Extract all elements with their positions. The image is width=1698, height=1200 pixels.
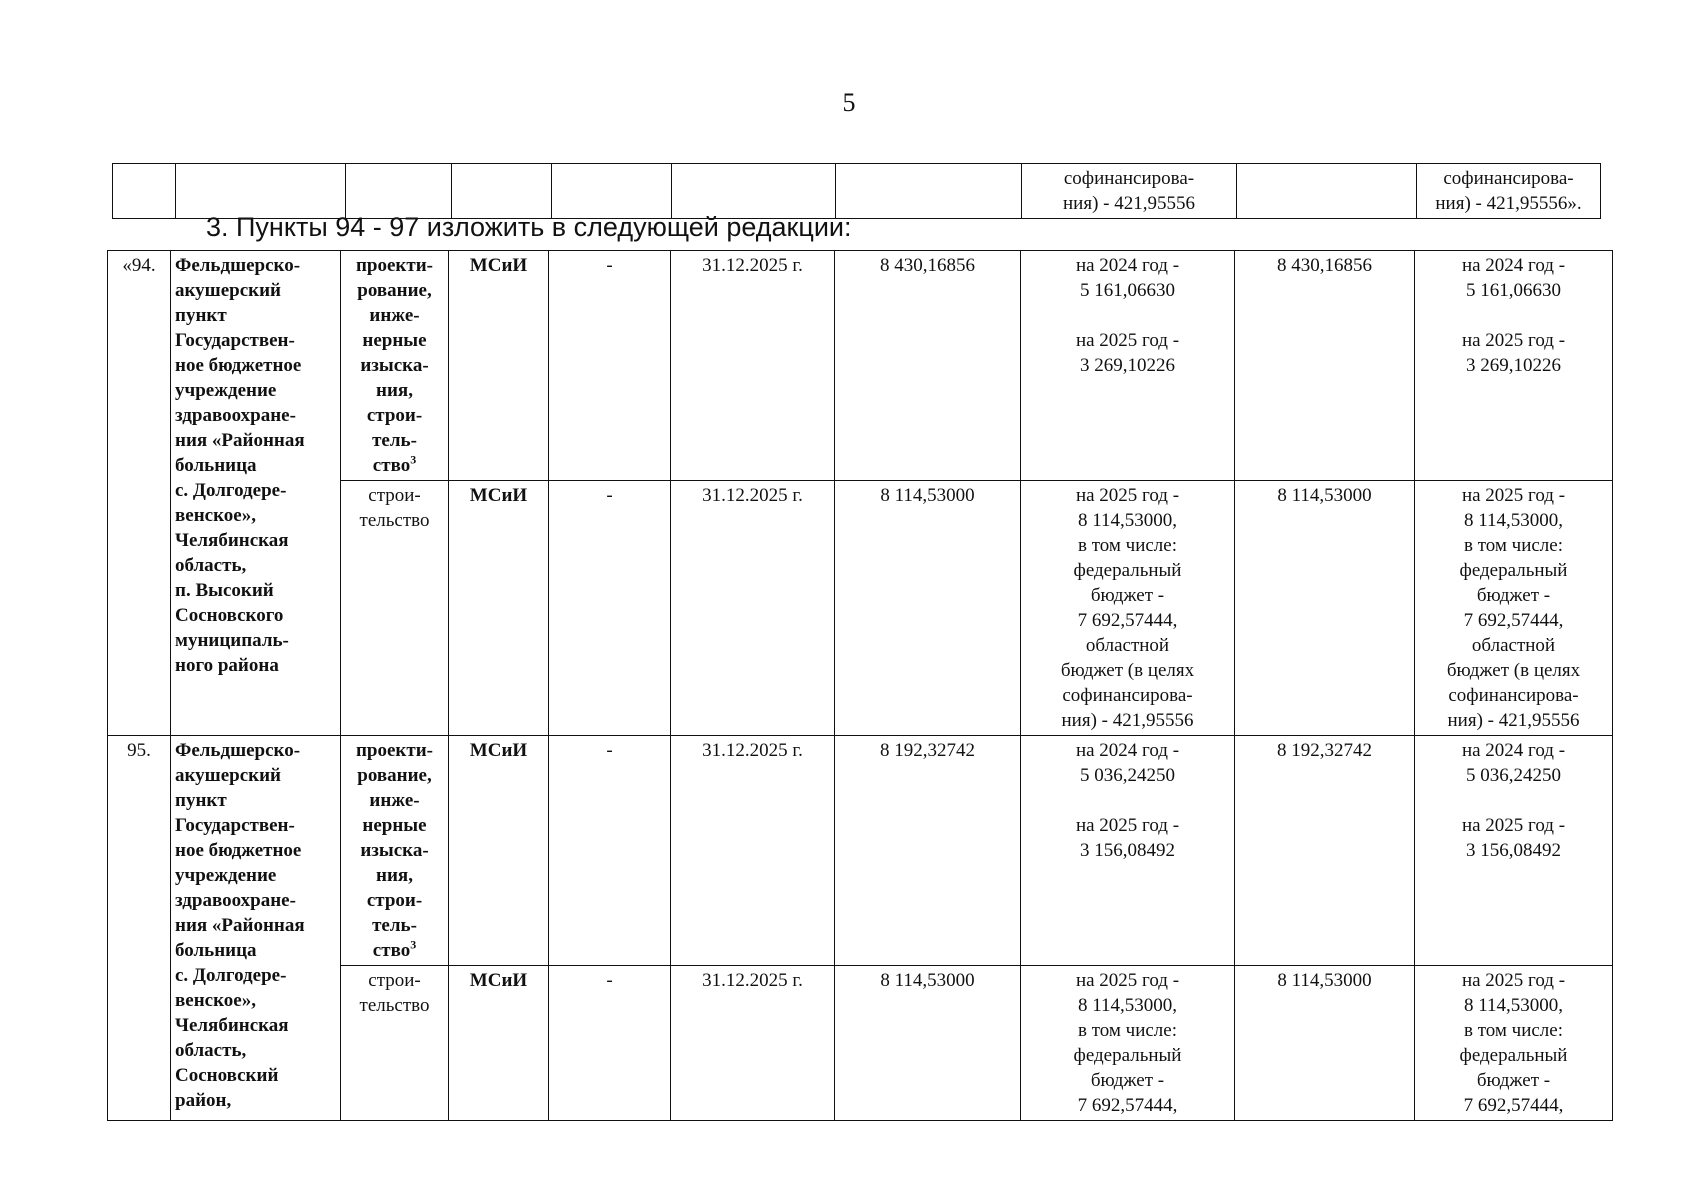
- cost-value: 8 114,53000: [835, 966, 1021, 1121]
- financing-breakdown: на 2025 год - 8 114,53000, в том числе: федеральный бюджет - 7 692,57444, областной бюджет (в целях софинансирова- ния) - 421,95556: [1021, 481, 1235, 736]
- object-name: Фельдшерско- акушерский пункт Государствен- ное бюджетное учреждение здравоохране- ния «Районная больница с. Долгодере- венское», Челябинская область, Сосновский район,: [171, 736, 341, 1121]
- dash-cell: -: [549, 481, 671, 736]
- work-type: строи- тельство: [341, 966, 449, 1121]
- table-cell: [552, 164, 672, 219]
- financing-breakdown: на 2024 год - 5 036,24250 на 2025 год - 3 156,08492: [1021, 736, 1235, 966]
- table-continuation: [112, 163, 1601, 219]
- cost-value: 8 192,32742: [1235, 736, 1415, 966]
- financing-breakdown: на 2025 год - 8 114,53000, в том числе: федеральный бюджет - 7 692,57444,: [1415, 966, 1613, 1121]
- table-cell: [1237, 164, 1417, 219]
- deadline-date: 31.12.2025 г.: [671, 966, 835, 1121]
- work-type: [341, 251, 449, 481]
- financing-breakdown: на 2025 год - 8 114,53000, в том числе: федеральный бюджет - 7 692,57444, областной бюджет (в целях софинансирова- ния) - 421,95556: [1415, 481, 1613, 736]
- deadline-date: 31.12.2025 г.: [671, 481, 835, 736]
- financing-breakdown: на 2024 год - 5 036,24250 на 2025 год - 3 156,08492: [1415, 736, 1613, 966]
- deadline-date: 31.12.2025 г.: [671, 736, 835, 966]
- financing-breakdown: на 2025 год - 8 114,53000, в том числе: федеральный бюджет - 7 692,57444,: [1021, 966, 1235, 1121]
- responsible-org: МСиИ: [449, 251, 549, 481]
- cost-value: 8 430,16856: [835, 251, 1021, 481]
- cost-value: 8 192,32742: [835, 736, 1021, 966]
- object-name: Фельдшерско- акушерский пункт Государствен- ное бюджетное учреждение здравоохране- ния «Районная больница с. Долгодере- венское», Челябинская область, п. Высокий Сосновского муниципаль- ного района: [171, 251, 341, 736]
- cost-value: 8 430,16856: [1235, 251, 1415, 481]
- footnote-mark: 3: [410, 937, 417, 952]
- deadline-date: 31.12.2025 г.: [671, 251, 835, 481]
- financing-breakdown: на 2024 год - 5 161,06630 на 2025 год - 3 269,10226: [1021, 251, 1235, 481]
- table-row: [113, 164, 1601, 219]
- table-cell-financing: софинансирова- ния) - 421,95556: [1022, 164, 1237, 219]
- table-cell: [346, 164, 452, 219]
- dash-cell: -: [549, 251, 671, 481]
- table-cell: [836, 164, 1022, 219]
- footnote-mark: 3: [410, 452, 417, 467]
- cost-value: 8 114,53000: [1235, 966, 1415, 1121]
- main-table: [107, 250, 1613, 1121]
- cost-value: 8 114,53000: [835, 481, 1021, 736]
- table-cell: [672, 164, 836, 219]
- financing-breakdown: на 2024 год - 5 161,06630 на 2025 год - 3 269,10226: [1415, 251, 1613, 481]
- responsible-org: МСиИ: [449, 481, 549, 736]
- work-type-text: проекти- рование, инже- нерные изыска- ния, строи- тель- ство: [355, 740, 433, 961]
- work-type: [341, 736, 449, 966]
- table-cell-financing: софинансирова- ния) - 421,95556».: [1417, 164, 1601, 219]
- work-type: строи- тельство: [341, 481, 449, 736]
- row-number: 95.: [108, 736, 171, 1121]
- cost-value: 8 114,53000: [1235, 481, 1415, 736]
- table-row: [108, 736, 1613, 966]
- dash-cell: -: [549, 966, 671, 1121]
- section-heading: 3. Пункты 94 - 97 изложить в следующей редакции:: [206, 212, 852, 242]
- dash-cell: -: [549, 736, 671, 966]
- work-type-text: проекти- рование, инже- нерные изыска- ния, строи- тель- ство: [355, 255, 433, 476]
- table-cell: [113, 164, 176, 219]
- row-number: «94.: [108, 251, 171, 736]
- table-cell: [176, 164, 346, 219]
- table-cell: [452, 164, 552, 219]
- page-number: 5: [842, 88, 856, 117]
- table-row: [108, 251, 1613, 481]
- responsible-org: МСиИ: [449, 736, 549, 966]
- responsible-org: МСиИ: [449, 966, 549, 1121]
